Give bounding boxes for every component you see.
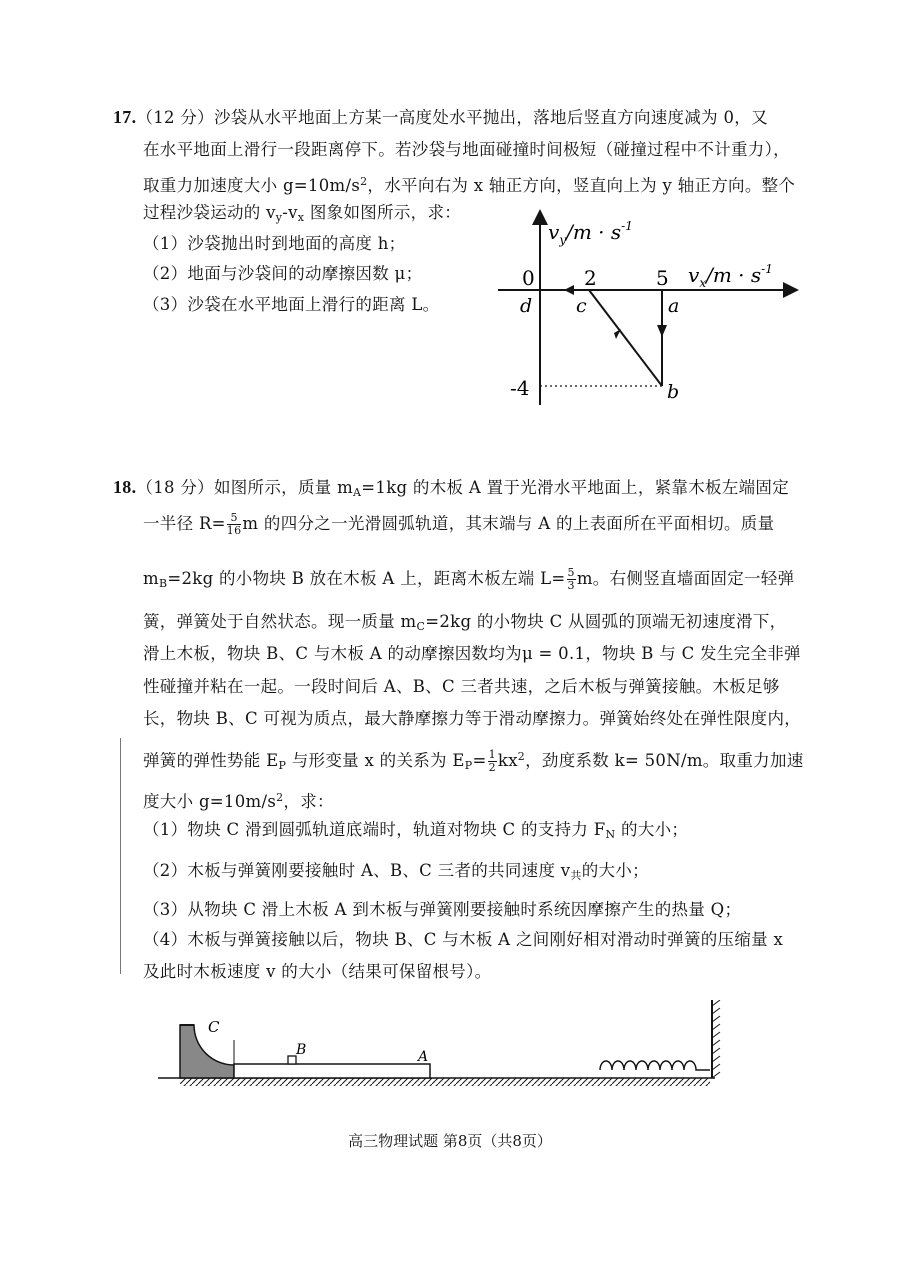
- page-footer: 高三物理试题 第8页（共8页）: [348, 1132, 552, 1150]
- q17-line-4: [143, 202, 461, 229]
- q18-line-2: [143, 512, 774, 537]
- q17-text-3b: ，水平向右为 x 轴正方向，竖直向上为 y 轴正方向。整个: [367, 176, 796, 195]
- graph-x-label: $v_x/m \cdot s^{-1}$: [688, 262, 773, 290]
- q18-s1-a: （1）物块 C 滑到圆弧轨道底端时，轨道对物块 C 的支持力 F: [143, 820, 606, 839]
- q18-s2-b: 的大小；: [581, 861, 649, 880]
- q18-line-1: [113, 476, 789, 504]
- q17-sub-question-2: （2）地面与沙袋间的动摩擦因数 μ；: [143, 264, 423, 283]
- q18-line-3: [143, 567, 794, 595]
- graph-point-a: a: [668, 295, 680, 317]
- q18-text-3b: =2kg 的小物块 B 放在木板 A 上，距离木板左端 L=: [167, 569, 566, 588]
- q18-line-5: 滑上木板，物块 B、C 与木板 A 的动摩擦因数均为μ = 0.1，物块 B 与 C 发生完全非弹: [143, 644, 801, 663]
- arc-track: [180, 1025, 234, 1078]
- q18-line-6: 性碰撞并粘在一起。一段时间后 A、B、C 三者共速，之后木板与弹簧接触。木板足够: [143, 677, 780, 696]
- label-b: B: [296, 1042, 307, 1058]
- q18-s2-sub: 共: [570, 869, 582, 882]
- q18-text-4a: 簧，弹簧处于自然状态。现一质量 m: [143, 612, 417, 631]
- q17-text-4b: -v: [282, 203, 298, 222]
- graph-arrow-a-b: [657, 325, 667, 337]
- q18-sup-g: 2: [276, 791, 284, 804]
- board-a: [234, 1064, 430, 1078]
- q18-text-2b: m 的四分之一光滑圆弧轨道，其末端与 A 的上表面所在平面相切。质量: [242, 514, 775, 533]
- q17-text-4c: 图象如图所示，求：: [304, 203, 462, 222]
- q18-text-8b: 与形变量 x 的关系为 E: [286, 751, 465, 770]
- frac-den: 2: [488, 761, 496, 774]
- q18-sub-question-2: [143, 860, 649, 887]
- apparatus-figure: [150, 1000, 750, 1100]
- q18-text-9a: 度大小 g=10m/s: [143, 792, 277, 811]
- graph-point-c: c: [576, 295, 587, 317]
- graph-tick-neg4: -4: [510, 376, 530, 400]
- q18-text-8c: =: [472, 751, 487, 770]
- label-a: A: [418, 1049, 429, 1065]
- frac-num: 5: [227, 512, 242, 525]
- q17-sub-question-1: （1）沙袋抛出时到地面的高度 h；: [143, 234, 406, 253]
- q18-sub-question-1: [143, 819, 688, 846]
- q18-s1-b: 的大小；: [615, 820, 689, 839]
- q18-line-8: [143, 746, 804, 777]
- q18-score: （18 分）: [136, 478, 214, 497]
- q17-number: 17.: [113, 107, 137, 127]
- q18-s2-a: （2）木板与弹簧刚要接触时 A、B、C 三者的共同速度 v: [143, 861, 571, 880]
- fraction-1-2: [488, 749, 497, 774]
- graph-tick-2: 2: [584, 266, 597, 290]
- q18-number: 18.: [113, 477, 137, 497]
- graph-point-b: b: [667, 381, 680, 403]
- graph-segment-b-c: [589, 290, 662, 386]
- q18-text-1a: 如图所示，质量 m: [213, 478, 354, 497]
- vy-vx-graph: [490, 205, 810, 420]
- q18-line-9: [143, 787, 334, 813]
- q17-text-3a: 取重力加速度大小 g=10m/s: [143, 176, 361, 195]
- q17-line-3: [143, 171, 795, 197]
- q18-sub-p2: P: [464, 759, 473, 772]
- spring: [600, 1061, 710, 1070]
- q18-sub-c: C: [416, 620, 426, 633]
- q18-sub-a: A: [353, 486, 362, 499]
- q18-sub-question-3: （3）从物块 C 滑上木板 A 到木板与弹簧刚要接触时系统因摩擦产生的热量 Q；: [143, 900, 742, 919]
- q18-sup-2: 2: [517, 750, 526, 763]
- q17-line-2: 在水平地面上滑行一段距离停下。若沙袋与地面碰撞时间极短（碰撞过程中不计重力），: [143, 140, 790, 159]
- block-b: [288, 1056, 296, 1064]
- wall-hatching: [712, 1000, 720, 1078]
- label-c: C: [208, 1018, 220, 1036]
- q18-text-3a: m: [143, 569, 159, 588]
- q17-sub-y: y: [275, 211, 283, 224]
- q18-text-8a: 弹簧的弹性势能 E: [143, 751, 279, 770]
- q18-text-3c: m。右侧竖直墙面固定一轻弹: [576, 569, 795, 588]
- frac-den: 16: [226, 524, 242, 537]
- q18-text-2a: 一半径 R=: [143, 514, 226, 533]
- q17-sub-x: x: [297, 211, 305, 224]
- graph-arrow-c-d: [564, 285, 574, 295]
- q18-text-1b: =1kg 的木板 A 置于光滑水平地面上，紧靠木板左端固定: [361, 478, 790, 497]
- frac-den: 3: [567, 579, 575, 592]
- q17-score: （12 分）: [136, 108, 214, 127]
- graph-arrow-b-c: [614, 329, 621, 339]
- q17-line-1: [113, 106, 768, 129]
- q17-text-4a: 过程沙袋运动的 v: [143, 203, 276, 222]
- frac-num: 5: [567, 566, 575, 579]
- frac-num: 1: [488, 748, 496, 761]
- fraction-5-3: [567, 567, 576, 592]
- q18-line-4: [143, 611, 786, 638]
- graph-point-d: d: [520, 295, 533, 317]
- q18-sub-b: B: [158, 577, 168, 590]
- q18-text-4b: =2kg 的小物块 C 从圆弧的顶端无初速度滑下，: [425, 612, 787, 631]
- q18-s1-sub: N: [605, 828, 616, 841]
- q18-sub-p1: P: [278, 759, 287, 772]
- q18-sub-question-4: （4）木板与弹簧接触以后，物块 B、C 与木板 A 之间刚好相对滑动时弹簧的压缩量 x: [143, 930, 784, 949]
- fraction-5-16: [227, 512, 242, 537]
- q18-line-7: 长，物块 B、C 可视为质点，最大静摩擦力等于滑动摩擦力。弹簧始终处在弹性限度内，: [143, 709, 802, 728]
- q17-text-1: 沙袋从水平地面上方某一高度处水平抛出，落地后竖直方向速度减为 0，又: [213, 108, 768, 127]
- graph-y-label: $v_y/m \cdot s^{-1}$: [548, 219, 633, 247]
- q18-text-8d: kx: [497, 751, 518, 770]
- q17-sup: 2: [360, 175, 368, 188]
- q17-sub-question-3: （3）沙袋在水平地面上滑行的距离 L。: [143, 295, 440, 314]
- q18-text-9b: ，求：: [283, 792, 334, 811]
- graph-origin-label: 0: [522, 266, 535, 290]
- q18-text-8e: ，劲度系数 k= 50N/m。取重力加速: [525, 751, 804, 770]
- q18-sub-question-5: 及此时木板速度 v 的大小（结果可保留根号）。: [143, 962, 492, 981]
- graph-tick-5: 5: [656, 266, 669, 290]
- margin-bar: [120, 738, 121, 974]
- ground-hatching: [180, 1078, 710, 1086]
